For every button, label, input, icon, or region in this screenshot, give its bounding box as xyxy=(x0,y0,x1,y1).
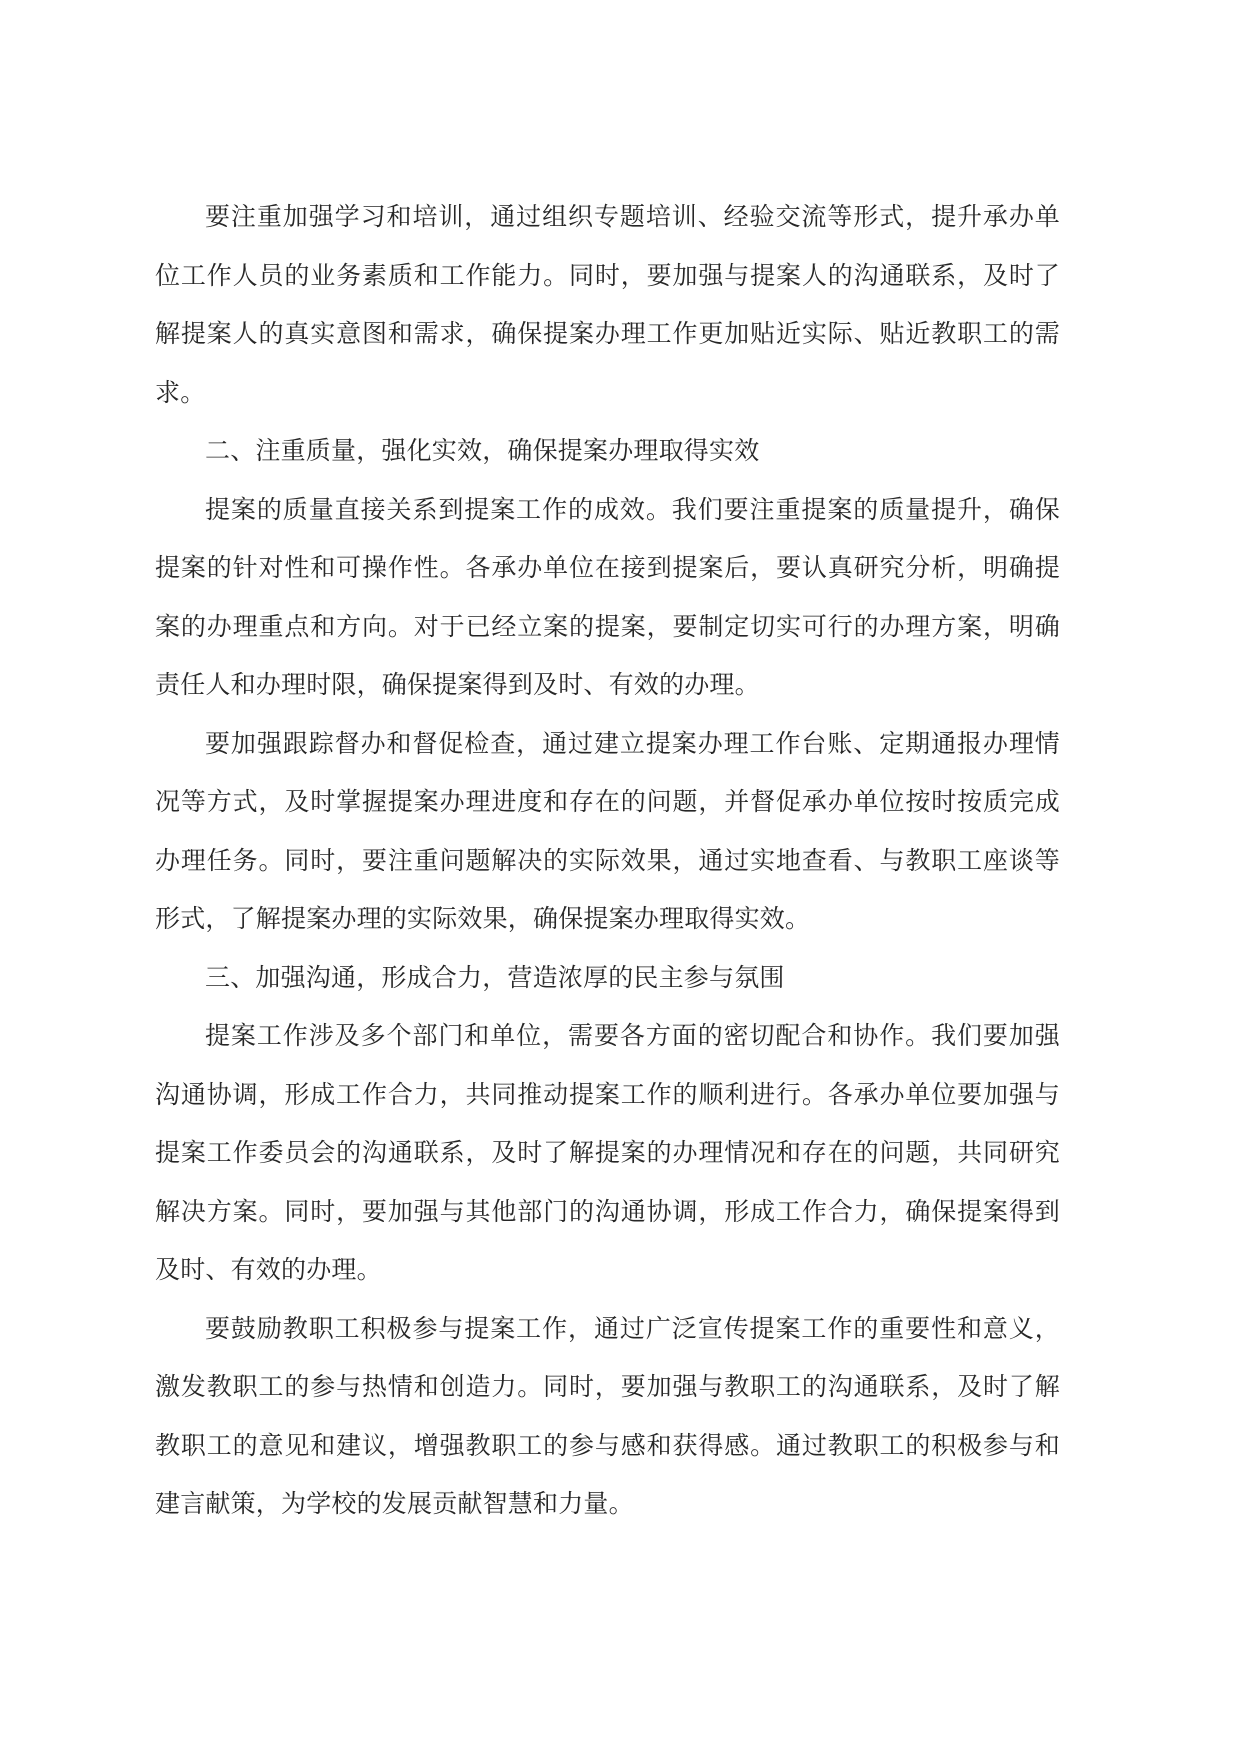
body-paragraph: 提案工作涉及多个部门和单位，需要各方面的密切配合和协作。我们要加强沟通协调，形成工作合力，共同推动提案工作的顺利进行。各承办单位要加强与提案工作委员会的沟通联系，及时了解提案的办理情况和存在的问题，共同研究解决方案。同时，要加强与其他部门的沟通协调，形成工作合力，确保提案得到及时、有效的办理。 xyxy=(155,1021,1060,1284)
body-paragraph: 提案的质量直接关系到提案工作的成效。我们要注重提案的质量提升，确保提案的针对性和可操作性。各承办单位在接到提案后，要认真研究分析，明确提案的办理重点和方向。对于已经立案的提案，要制定切实可行的办理方案，明确责任人和办理时限，确保提案得到及时、有效的办理。 xyxy=(155,494,1060,699)
document-body xyxy=(155,188,1060,1534)
body-paragraph: 要加强跟踪督办和督促检查，通过建立提案办理工作台账、定期通报办理情况等方式，及时掌握提案办理进度和存在的问题，并督促承办单位按时按质完成办理任务。同时，要注重问题解决的实际效果，通过实地查看、与教职工座谈等形式，了解提案办理的实际效果，确保提案办理取得实效。 xyxy=(155,728,1060,933)
section-heading: 二、注重质量，强化实效，确保提案办理取得实效 xyxy=(205,436,760,465)
section-heading: 三、加强沟通，形成合力，营造浓厚的民主参与氛围 xyxy=(205,962,785,992)
body-paragraph: 要鼓励教职工积极参与提案工作，通过广泛宣传提案工作的重要性和意义，激发教职工的参与热情和创造力。同时，要加强与教职工的沟通联系，及时了解教职工的意见和建议，增强教职工的参与感和获得感。通过教职工的积极参与和建言献策，为学校的发展贡献智慧和力量。 xyxy=(155,1313,1060,1518)
body-paragraph: 要注重加强学习和培训，通过组织专题培训、经验交流等形式，提升承办单位工作人员的业务素质和工作能力。同时，要加强与提案人的沟通联系，及时了解提案人的真实意图和需求，确保提案办理工作更加贴近实际、贴近教职工的需求。 xyxy=(155,202,1060,407)
